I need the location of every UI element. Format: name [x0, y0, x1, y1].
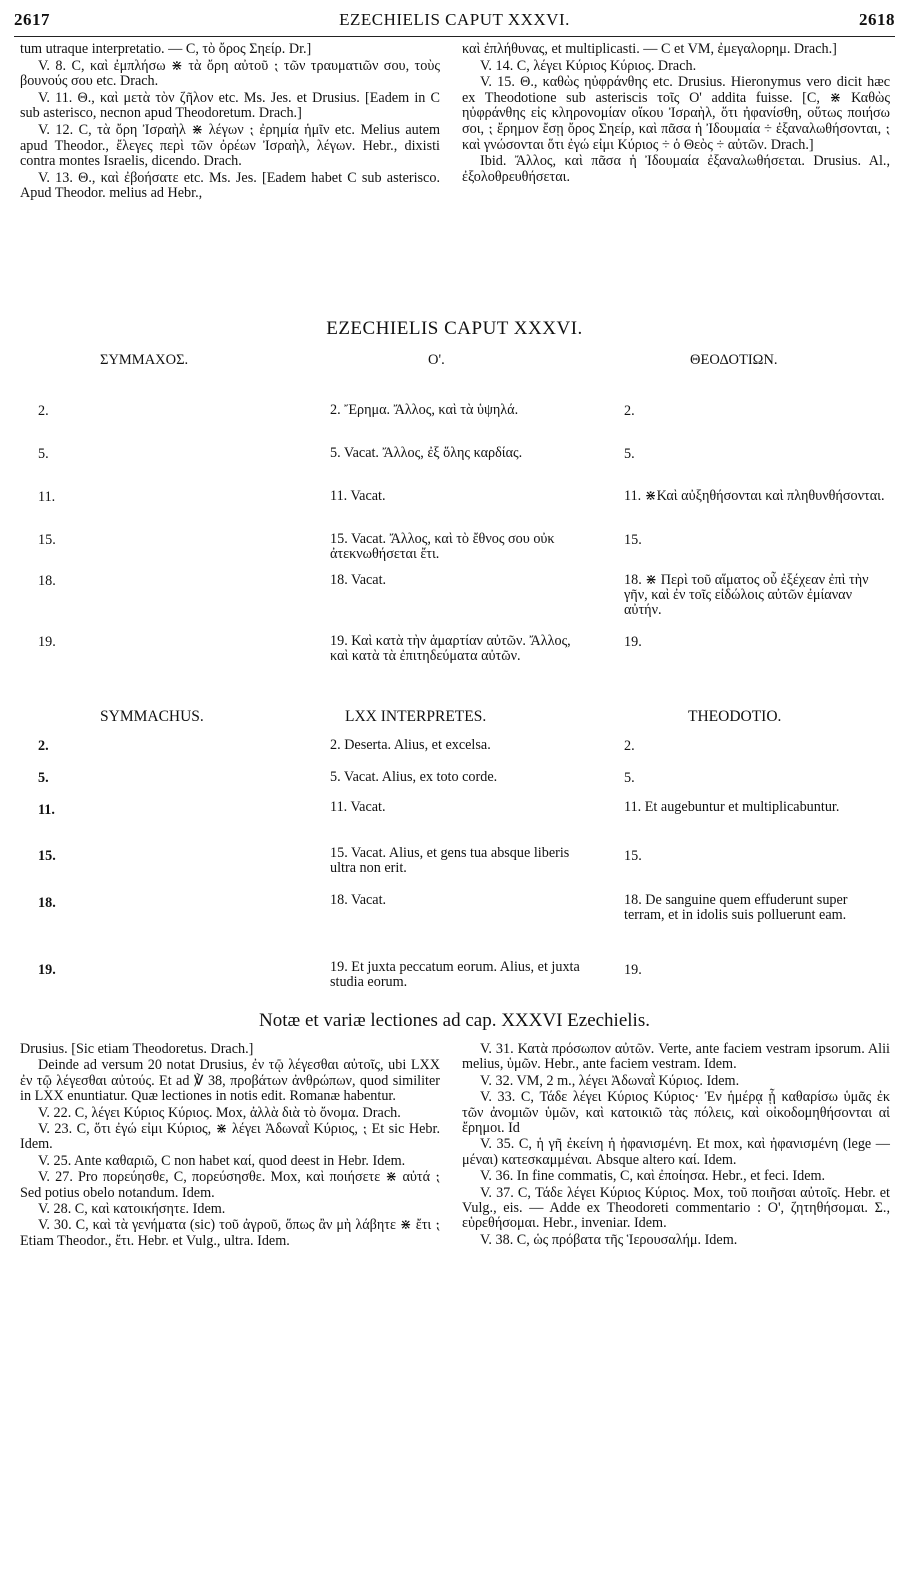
lxx-entry: 5. Vacat. Alius, ex toto corde.: [330, 769, 498, 785]
column-header-lxx-greek: Ο'.: [428, 352, 445, 368]
top-left-column: [20, 42, 440, 203]
verse-number: 15.: [38, 532, 56, 548]
paragraph: Deinde ad versum 20 notat Drusius, ἐν τῷ λέγεσθαι αὐτοῖς, ubi LXX ἐν τῷ λέγεσθαι αὐτούς. Et ad ℣ 38, προβάτων ἀνθρώπων, quod similiter in LXX enuntiatur. Quæ lectiones in notis edit. Romanæ habentur.: [20, 1057, 440, 1105]
lxx-entry: 18. Vacat.: [330, 572, 387, 588]
paragraph: V. 8. C, καὶ ἐμπλήσω ⋇ τὰ ὄρη αὐτοῦ ⁏ τῶν τραυματιῶν σου, τοὺς βουνούς σου etc. Drach.: [20, 57, 440, 90]
paragraph: V. 37. C, Τάδε λέγει Κύριος Κύριος. Mox, τοῦ ποιῆσαι αὐτοῖς. Hebr. et Vulg., eis. — Adde ex Theodoreti commentario : Ο', ζητηθήσομαι. Σ., εὑρεθήσομαι. Hebr., inveniar. Idem.: [462, 1184, 890, 1232]
lxx-entry: 2. Deserta. Alius, et excelsa.: [330, 737, 491, 753]
verse-number: 18.: [38, 895, 56, 911]
paragraph: tum utraque interpretatio. — C, τὸ ὄρος Σηείρ. Dr.]: [20, 41, 312, 57]
paragraph: V. 35. C, ἡ γῆ ἐκείνη ἡ ἠφανισμένη. Et mox, καὶ ἠφανισμένη (lege — μέναι) κατεσκαμμέναι. Absque altero καί. Idem.: [462, 1136, 890, 1168]
verse-number: 2.: [624, 738, 635, 754]
lxx-entry: 19. Et juxta peccatum eorum. Alius, et juxta studia eorum.: [330, 959, 580, 990]
top-right-column: [462, 42, 890, 186]
paragraph: V. 25. Ante καθαριῶ, C non habet καί, quod deest in Hebr. Idem.: [38, 1152, 406, 1169]
verse-number: 19.: [624, 962, 642, 978]
theodotio-entry: 11. Et augebuntur et multiplicabuntur.: [624, 799, 840, 815]
lxx-entry: 18. Vacat.: [330, 892, 387, 908]
verse-number: 15.: [624, 848, 642, 864]
verse-number: 5.: [38, 446, 49, 462]
lxx-entry: 2. Ἔρημα. Ἄλλος, καὶ τὰ ὑψηλά.: [330, 402, 519, 418]
paragraph: Ibid. Ἄλλος, καὶ πᾶσα ἡ Ἰδουμαία ἐξαναλωθήσεται. Drusius. Al., ἐξολοθρευθήσεται.: [462, 153, 890, 185]
verse-number: 5.: [624, 446, 635, 462]
paragraph: V. 12. C, τὰ ὄρη Ἰσραὴλ ⋇ λέγων ⁏ ἐρημία ἡμῖν etc. Melius autem apud Theodor., ἔλεγες περὶ τῶν ὀρέων Ἰσραὴλ, λέγων. Hebr., dixisti contra montes Israelis, dicendo. Drach.: [20, 121, 440, 170]
notes-heading: Notæ et variæ lectiones ad cap. XXXVI Ezechielis.: [259, 1010, 650, 1031]
verse-number: 5.: [624, 770, 635, 786]
paragraph: V. 23. C, ὅτι ἐγώ εἰμι Κύριος, ⋇ λέγει Ἀδωναῒ Κύριος, ⁏ Et sic Hebr. Idem.: [20, 1121, 440, 1153]
column-header-symmachus-latin: SYMMACHUS.: [100, 708, 204, 725]
verse-number: 15.: [38, 848, 56, 864]
paragraph: V. 36. In fine commatis, C, καὶ ἐποίησα. Hebr., et feci. Idem.: [480, 1168, 826, 1185]
verse-number: 2.: [38, 403, 49, 419]
verse-number: 15.: [624, 532, 642, 548]
verse-number: 18.: [38, 573, 56, 589]
paragraph: V. 13. Θ., καὶ ἐβοήσατε etc. Ms. Jes. [Eadem habet C sub asterisco. Apud Theodor. melius ad Hebr.,: [20, 169, 440, 202]
paragraph: V. 11. Θ., καὶ μετὰ τὸν ζῆλον etc. Ms. Jes. et Drusius. [Eadem in C sub asterisco, necnon apud Theodoretum. Drach.]: [20, 89, 440, 122]
theodotion-entry: 18. ⋇ Περὶ τοῦ αἵματος οὗ ἐξέχεαν ἐπὶ τὴν γῆν, καὶ ἐν τοῖς εἰδώλοις αὐτῶν ἐμίαναν αὐτήν.: [624, 572, 869, 618]
paragraph: V. 22. C, λέγει Κύριος Κύριος. Mox, ἀλλὰ διὰ τὸ ὄνομα. Drach.: [38, 1104, 401, 1121]
paragraph: V. 30. C, καὶ τὰ γενήματα (sic) τοῦ ἀγροῦ, ὅπως ἂν μὴ λάβητε ⋇ ἔτι ⁏ Etiam Theodor., ἔτι. Hebr. et Vulg., ultra. Idem.: [20, 1217, 440, 1249]
theodotio-entry: 18. De sanguine quem effuderunt super terram, et in idolis suis polluerunt eam.: [624, 892, 848, 923]
lxx-entry: 11. Vacat.: [330, 799, 386, 815]
paragraph: V. 14. C, λέγει Κύριος Κύριος. Drach.: [480, 57, 697, 74]
page-number-left: 2617: [14, 10, 50, 29]
verse-number: 11.: [38, 489, 56, 505]
notes-left-column: [20, 1042, 440, 1250]
paragraph: V. 28. C, καὶ κατοικήσητε. Idem.: [38, 1201, 226, 1218]
column-header-theodotio-latin: THEODOTIO.: [688, 708, 782, 725]
verse-number: 11.: [38, 802, 55, 818]
lxx-entry: 19. Καὶ κατὰ τὴν ἁμαρτίαν αὐτῶν. Ἄλλος, καὶ κατὰ τὰ ἐπιτηδεύματα αὐτῶν.: [330, 633, 571, 664]
running-title: EZECHIELIS CAPUT XXXVI.: [339, 10, 570, 29]
notes-right-column: [462, 1042, 890, 1249]
column-header-theodotion-greek: ΘΕΟΔΟΤΙΩΝ.: [690, 352, 778, 368]
paragraph: V. 31. Κατὰ πρόσωπον αὐτῶν. Verte, ante faciem vestram ipsorum. Alii melius, ὑμῶν. Hebr., ante faciem vestram. Idem.: [462, 1041, 890, 1073]
verse-number: 2.: [38, 738, 49, 754]
column-header-symmachus-greek: ΣΥΜΜΑΧΟΣ.: [100, 352, 189, 368]
section-heading-greek: EZECHIELIS CAPUT XXXVI.: [326, 318, 583, 339]
lxx-entry: 5. Vacat. Ἄλλος, ἐξ ὅλης καρδίας.: [330, 445, 523, 461]
header-rule: [14, 36, 895, 37]
lxx-entry: 15. Vacat. Alius, et gens tua absque liberis ultra non erit.: [330, 845, 570, 876]
verse-number: 19.: [38, 962, 56, 978]
paragraph: V. 15. Θ., καθὼς ηὐφράνθης etc. Drusius. Hieronymus vero dicit hæc ex Theodotione sub asteriscis τοῖς Ο' addita fuisse. [C, ⋇ Καθὼς ηὐφράνθης εἰς κληρονομίαν οἴκου Ἰσραὴλ, ὅτι ἠφανίσθη, οὕτως ποιήσω σοι, ⁏ ἔρημον ἔσῃ ὄρος Σηείρ, καὶ πᾶσα ἡ Ἰδουμαία ÷ ἐξαναλωθήσονται, ⁏ καὶ γνώσονται ὅτι ἐγώ εἰμι Κύριος ÷ ὁ Θεὸς ÷ αὐτῶν. Drach.]: [462, 74, 890, 153]
lxx-entry: 11. Vacat.: [330, 488, 386, 504]
verse-number: 19.: [624, 634, 642, 650]
theodotion-entry: 11. ⋇Καὶ αὐξηθήσονται καὶ πληθυνθήσονται.: [624, 488, 885, 504]
paragraph: V. 32. VM, 2 m., λέγει Ἀδωναῒ Κύριος. Idem.: [480, 1072, 740, 1089]
page-number-right: 2618: [859, 10, 895, 29]
verse-number: 5.: [38, 770, 49, 786]
running-head: [14, 10, 895, 34]
paragraph: Drusius. [Sic etiam Theodoretus. Drach.]: [20, 1041, 254, 1057]
paragraph: V. 27. Pro πορεύησθε, C, πορεύσησθε. Mox, καὶ ποιήσετε ⋇ αὐτά ⁏ Sed potius obelo notandum. Idem.: [20, 1169, 440, 1201]
paragraph: V. 33. C, Τάδε λέγει Κύριος Κύριος· Ἐν ἡμέρᾳ ᾗ καθαρίσω ὑμᾶς ἐκ τῶν ἀνομιῶν ὑμῶν, καὶ κατοικιῶ τὰς πόλεις, καὶ οἰκοδομηθήσονται αἱ ἔρημοι. Id: [462, 1089, 890, 1137]
verse-number: 19.: [38, 634, 56, 650]
paragraph: V. 38. C, ὡς πρόβατα τῆς Ἱερουσαλήμ. Idem.: [480, 1231, 738, 1248]
paragraph: καὶ ἐπλήθυνας, et multiplicasti. — C et VM, ἐμεγαλορημ. Drach.]: [462, 41, 837, 57]
verse-number: 2.: [624, 403, 635, 419]
column-header-lxx-latin: LXX INTERPRETES.: [345, 708, 487, 725]
lxx-entry: 15. Vacat. Ἄλλος, καὶ τὸ ἔθνος σου οὐκ ἀτεκνωθήσεται ἔτι.: [330, 531, 555, 562]
